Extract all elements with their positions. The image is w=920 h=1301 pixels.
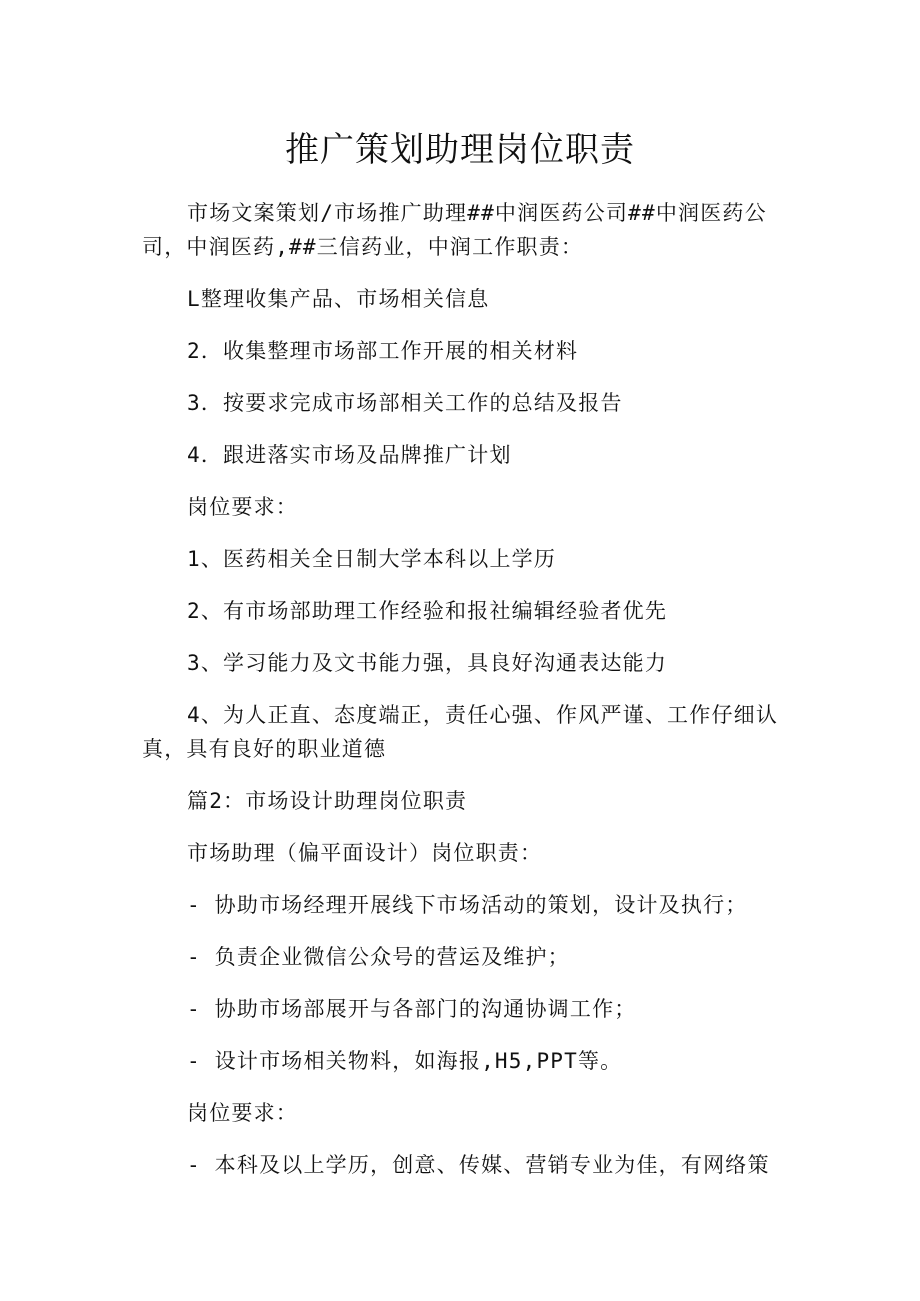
- duty-item-3: 3．按要求完成市场部相关工作的总结及报告: [187, 391, 623, 415]
- section-2-duty-3: - 协助市场部展开与各部门的沟通协调工作；: [187, 997, 637, 1021]
- document-title: 推广策划助理岗位职责: [285, 130, 635, 170]
- document-body: [142, 196, 782, 1200]
- requirement-item-3: 3、学习能力及文书能力强，具良好沟通表达能力: [187, 651, 668, 675]
- section-2-duty-2: - 负责企业微信公众号的营运及维护；: [187, 945, 570, 969]
- paragraph-intro: 市场文案策划/市场推广助理##中润医药公司##中润医药公司，中润医药,##三信药业，中润工作职责：: [142, 201, 767, 259]
- requirement-item-4: 4、为人正直、态度端正，责任心强、作风严谨、工作仔细认真，具有良好的职业道德: [142, 703, 779, 761]
- requirement-item-2: 2、有市场部助理工作经验和报社编辑经验者优先: [187, 599, 668, 623]
- section-heading-2: 篇2：市场设计助理岗位职责: [187, 789, 468, 813]
- duty-item-4: 4．跟进落实市场及品牌推广计划: [187, 443, 512, 467]
- requirements-heading: 岗位要求：: [187, 495, 298, 519]
- section-2-duties-heading: 市场助理（偏平面设计）岗位职责：: [187, 841, 543, 865]
- duty-item-2: 2．收集整理市场部工作开展的相关材料: [187, 339, 579, 363]
- section-2-duty-4: - 设计市场相关物料，如海报,H5,PPT等。: [187, 1049, 623, 1073]
- section-2-duty-1: - 协助市场经理开展线下市场活动的策划，设计及执行；: [187, 893, 748, 917]
- requirement-item-1: 1、医药相关全日制大学本科以上学历: [187, 547, 557, 571]
- section-2-requirement-1: - 本科及以上学历，创意、传媒、营销专业为佳，有网络策: [187, 1153, 770, 1177]
- section-2-requirements-heading: 岗位要求：: [187, 1101, 298, 1125]
- duty-item-1: L整理收集产品、市场相关信息: [187, 287, 490, 311]
